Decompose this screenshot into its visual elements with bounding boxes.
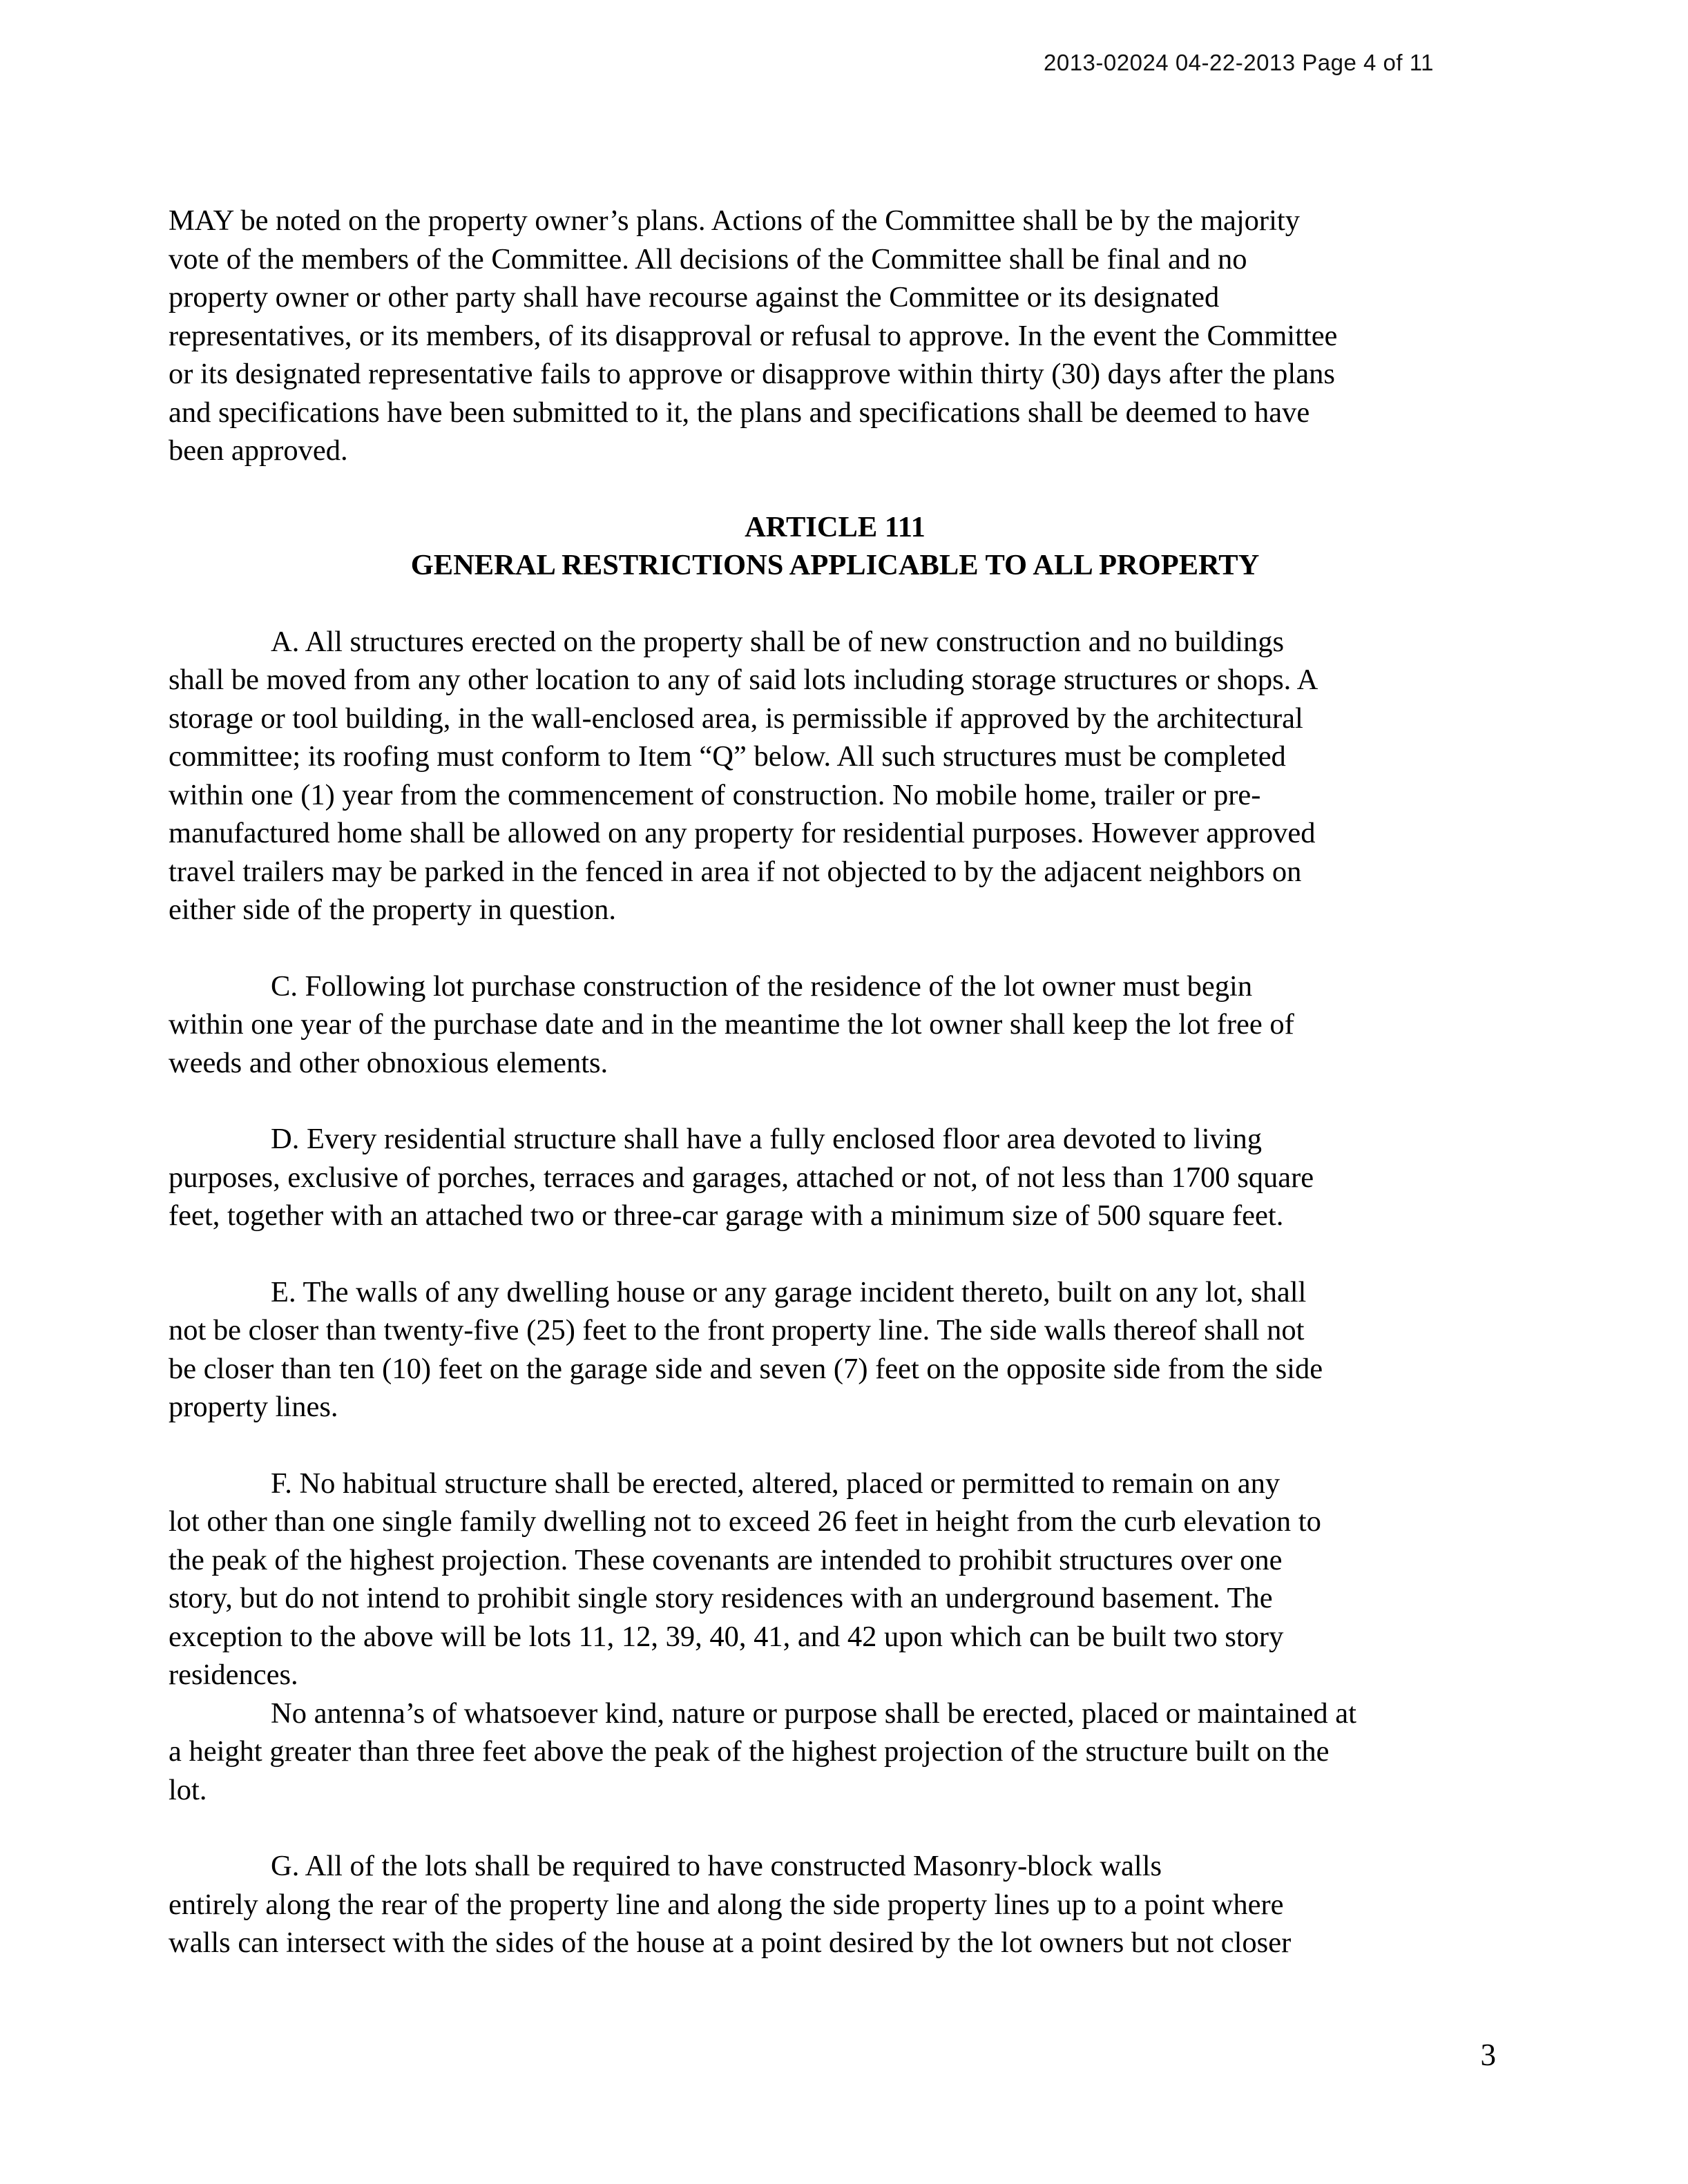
text-line: D. Every residential structure shall have a fully enclosed floor area devoted to living	[271, 1123, 1263, 1155]
section-d	[169, 1120, 1502, 1235]
article-number: ARTICLE 111	[745, 510, 925, 543]
text-line: storage or tool building, in the wall-enclosed area, is permissible if approved by the architectural	[169, 702, 1303, 735]
document-stamp: 2013-02024 04-22-2013 Page 4 of 11	[1043, 50, 1434, 75]
article-title: GENERAL RESTRICTIONS APPLICABLE TO ALL PROPERTY	[410, 549, 1260, 581]
text-line: residences.	[169, 1659, 298, 1691]
text-line: MAY be noted on the property owner’s plans. Actions of the Committee shall be by the majority	[169, 204, 1300, 237]
text-line: within one year of the purchase date and in the meantime the lot owner shall keep the lot free of	[169, 1008, 1294, 1041]
text-line: manufactured home shall be allowed on any property for residential purposes. However approved	[169, 817, 1316, 849]
text-line: the peak of the highest projection. These covenants are intended to prohibit structures over one	[169, 1543, 1283, 1576]
text-line: A. All structures erected on the property shall be of new construction and no buildings	[271, 625, 1285, 658]
text-line: walls can intersect with the sides of the house at a point desired by the lot owners but not closer	[169, 1926, 1292, 1959]
section-g	[169, 1847, 1502, 1962]
text-line: travel trailers may be parked in the fenced in area if not objected to by the adjacent neighbors on	[169, 855, 1302, 888]
text-line: lot other than one single family dwelling not to exceed 26 feet in height from the curb elevation to	[169, 1505, 1321, 1538]
text-line: purposes, exclusive of porches, terraces and garages, attached or not, of not less than 1700 square	[169, 1161, 1314, 1194]
page-number: 3	[1480, 2038, 1496, 2072]
text-line: entirely along the rear of the property line and along the side property lines up to a point where	[169, 1888, 1284, 1921]
text-line: be closer than ten (10) feet on the garage side and seven (7) feet on the opposite side from the side	[169, 1352, 1323, 1385]
text-line: story, but do not intend to prohibit single story residences with an underground basement. The	[169, 1582, 1273, 1614]
section-antenna	[169, 1694, 1502, 1810]
text-line: vote of the members of the Committee. All decisions of the Committee shall be final and no	[169, 242, 1247, 276]
text-line: G. All of the lots shall be required to have constructed Masonry-block walls	[271, 1850, 1162, 1882]
text-line: property owner or other party shall have recourse against the Committee or its designated	[169, 281, 1220, 313]
text-line: F. No habitual structure shall be erected, altered, placed or permitted to remain on any	[271, 1467, 1281, 1500]
text-line: been approved.	[169, 434, 348, 467]
text-line: representatives, or its members, of its disapproval or refusal to approve. In the event the Committee	[169, 319, 1338, 352]
text-line: feet, together with an attached two or three-car garage with a minimum size of 500 square feet.	[169, 1199, 1284, 1232]
text-line: committee; its roofing must conform to Item “Q” below. All such structures must be completed	[169, 740, 1286, 773]
section-a	[169, 623, 1502, 929]
text-line: property lines.	[169, 1391, 338, 1423]
text-line: within one (1) year from the commencement of construction. No mobile home, trailer or pre-	[169, 778, 1261, 811]
text-line: No antenna’s of whatsoever kind, nature or purpose shall be erected, placed or maintained at	[271, 1697, 1356, 1730]
document-body	[169, 202, 1502, 2000]
text-line: either side of the property in question.	[169, 893, 616, 926]
intro-paragraph	[169, 202, 1502, 470]
text-line: or its designated representative fails to approve or disapprove within thirty (30) days after the plans	[169, 358, 1335, 390]
text-line: not be closer than twenty-five (25) feet to the front property line. The side walls thereof shall not	[169, 1314, 1305, 1346]
article-heading	[169, 508, 1502, 585]
text-line: a height greater than three feet above the peak of the highest projection of the structure built on the	[169, 1735, 1330, 1768]
text-line: exception to the above will be lots 11, 12, 39, 40, 41, and 42 upon which can be built two story	[169, 1620, 1284, 1653]
section-c	[169, 967, 1502, 1083]
text-line: shall be moved from any other location to any of said lots including storage structures or shops. A	[169, 664, 1318, 696]
text-line: E. The walls of any dwelling house or any garage incident thereto, built on any lot, shall	[271, 1275, 1307, 1308]
text-line: C. Following lot purchase construction of the residence of the lot owner must begin	[271, 969, 1253, 1003]
text-line: and specifications have been submitted to it, the plans and specifications shall be deemed to have	[169, 396, 1310, 429]
text-line: lot.	[169, 1773, 207, 1806]
section-f	[169, 1465, 1502, 1694]
section-e	[169, 1273, 1502, 1427]
text-line: weeds and other obnoxious elements.	[169, 1046, 608, 1079]
